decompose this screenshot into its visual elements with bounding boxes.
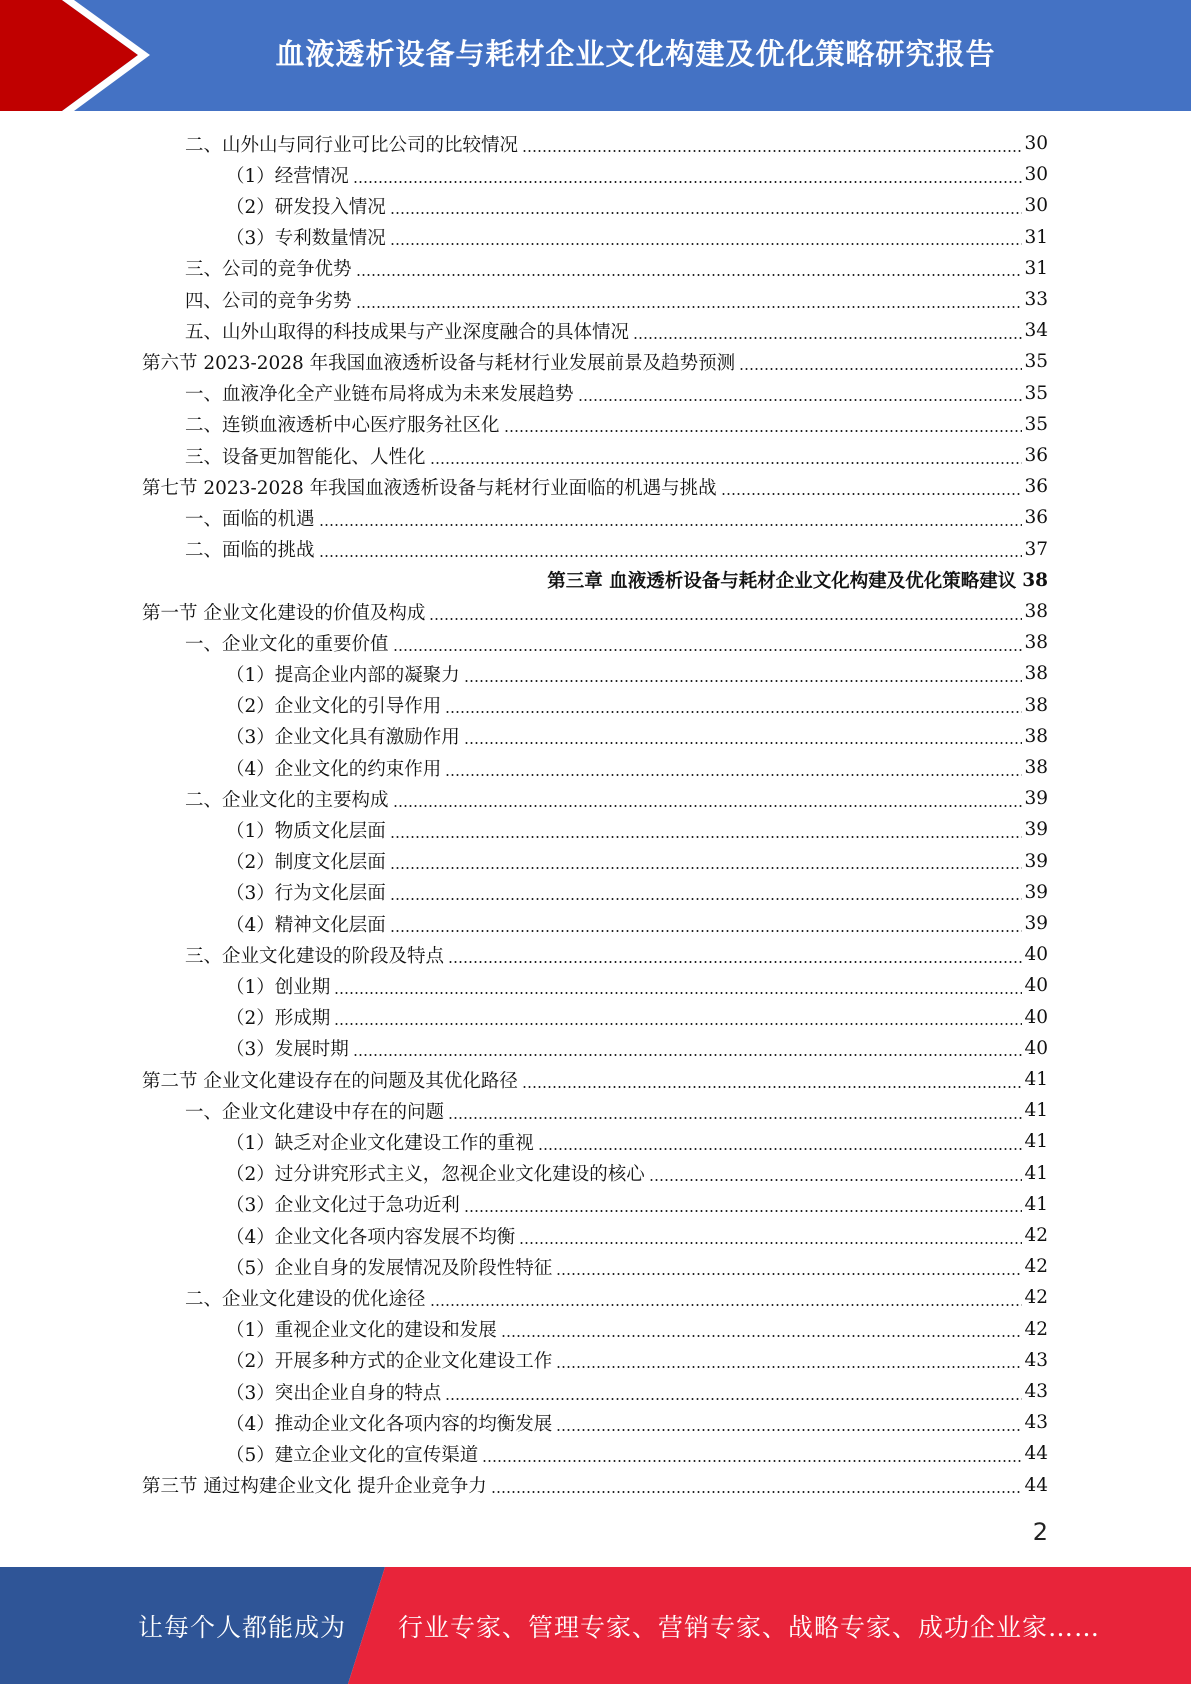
toc-leader-dots <box>334 991 1022 995</box>
toc-entry-label: （2）制度文化层面 <box>226 852 386 874</box>
toc-entry-page: 30 <box>1024 164 1048 186</box>
toc-entry-page: 38 <box>1024 725 1048 747</box>
toc-leader-dots <box>430 1303 1023 1307</box>
toc-leader-dots <box>445 710 1022 714</box>
toc-entry-label: （1）创业期 <box>226 976 331 998</box>
toc-entry[interactable] <box>226 752 1048 783</box>
toc-entry[interactable] <box>185 1282 1048 1313</box>
toc-leader-dots <box>393 648 1023 652</box>
toc-entry-page: 35 <box>1024 413 1048 435</box>
toc-entry[interactable] <box>142 471 1048 502</box>
toc-entry-page: 41 <box>1024 1193 1048 1215</box>
toc-entry-label: （2）形成期 <box>226 1008 331 1030</box>
toc-entry-page: 43 <box>1024 1349 1048 1371</box>
toc-entry-label: （3）企业文化具有激励作用 <box>226 727 460 749</box>
toc-entry[interactable] <box>185 783 1048 814</box>
toc-entry-page: 40 <box>1024 1006 1048 1028</box>
toc-entry[interactable] <box>142 1470 1048 1501</box>
toc-leader-dots <box>464 1209 1023 1213</box>
toc-leader-dots <box>721 492 1023 496</box>
toc-entry-label: （3）行为文化层面 <box>226 883 386 905</box>
toc-entry[interactable] <box>185 128 1048 159</box>
toc-leader-dots <box>390 211 1023 215</box>
toc-entry-label: （1）提高企业内部的凝聚力 <box>226 664 460 686</box>
toc-entry[interactable] <box>185 378 1048 409</box>
footer-slogan-right: 行业专家、管理专家、营销专家、战略专家、成功企业家…… <box>398 1612 1101 1642</box>
toc-entry[interactable] <box>185 502 1048 533</box>
toc-entry-label: 第二节 企业文化建设存在的问题及其优化路径 <box>142 1070 518 1092</box>
toc-leader-dots <box>538 1147 1023 1151</box>
toc-entry-label: （2）过分讲究形式主义，忽视企业文化建设的核心 <box>226 1164 645 1186</box>
toc-leader-dots <box>464 679 1023 683</box>
toc-entry-page: 36 <box>1024 476 1048 498</box>
toc-entry-page: 39 <box>1024 881 1048 903</box>
toc-entry-label: （1）重视企业文化的建设和发展 <box>226 1320 497 1342</box>
toc-entry[interactable] <box>226 1220 1048 1251</box>
toc-entry-page: 41 <box>1024 1069 1048 1090</box>
toc-entry[interactable] <box>226 1126 1048 1157</box>
report-header <box>0 0 1191 111</box>
toc-leader-dots <box>633 336 1022 340</box>
toc-leader-dots <box>504 429 1023 433</box>
toc-entry-page: 40 <box>1024 944 1048 966</box>
toc-entry-label: （2）企业文化的引导作用 <box>226 696 442 718</box>
toc-entry-page: 37 <box>1024 538 1048 560</box>
toc-leader-dots <box>390 897 1023 901</box>
toc-entry-label: 三、公司的竞争优势 <box>185 259 352 281</box>
toc-entry-label: 二、连锁血液透析中心医疗服务社区化 <box>185 415 500 437</box>
toc-leader-dots <box>482 1459 1022 1463</box>
toc-entry-label: （3）专利数量情况 <box>226 228 386 250</box>
toc-entry-label: 第六节 2023-2028 年我国血液透析设备与耗材行业发展前景及趋势预测 <box>142 352 736 374</box>
toc-entry[interactable] <box>185 440 1048 471</box>
toc-entry-label: 二、企业文化建设的优化途径 <box>185 1288 426 1310</box>
toc-entry-label: （3）企业文化过于急功近利 <box>226 1195 460 1217</box>
toc-entry-page: 44 <box>1024 1443 1048 1465</box>
toc-entry[interactable] <box>142 596 1048 627</box>
toc-leader-dots <box>356 305 1023 309</box>
toc-entry[interactable] <box>226 1158 1048 1189</box>
toc-entry-label: 一、面临的机遇 <box>185 508 315 530</box>
toc-leader-dots <box>519 1241 1022 1245</box>
toc-leader-dots <box>556 1365 1022 1369</box>
toc-entry-page: 42 <box>1024 1225 1048 1246</box>
toc-entry[interactable] <box>226 721 1048 752</box>
toc-entry-label: （2）研发投入情况 <box>226 196 386 218</box>
toc-entry[interactable] <box>185 1095 1048 1126</box>
toc-leader-dots <box>430 461 1023 465</box>
toc-leader-dots <box>353 180 1023 184</box>
toc-entry[interactable] <box>226 877 1048 908</box>
toc-entry-label: 第三章 血液透析设备与耗材企业文化构建及优化策略建议 <box>547 571 1017 593</box>
toc-entry-label: 三、企业文化建设的阶段及特点 <box>185 945 445 967</box>
toc-entry-page: 36 <box>1024 507 1048 529</box>
toc-leader-dots <box>390 929 1023 933</box>
toc-leader-dots <box>578 398 1023 402</box>
toc-leader-dots <box>356 273 1023 277</box>
toc-leader-dots <box>319 523 1023 527</box>
toc-entry-page: 40 <box>1024 1037 1048 1059</box>
toc-entry[interactable] <box>185 284 1048 315</box>
toc-entry[interactable] <box>226 1407 1048 1438</box>
toc-entry-label: （4）企业文化各项内容发展不均衡 <box>226 1226 516 1248</box>
toc-entry-page: 42 <box>1024 1256 1048 1278</box>
page-number: 2 <box>1032 1518 1048 1546</box>
footer-slogan-left: 让每个人都能成为 <box>138 1612 347 1642</box>
toc-entry-page: 41 <box>1024 1162 1048 1184</box>
toc-entry-label: （5）企业自身的发展情况及阶段性特征 <box>226 1257 553 1279</box>
toc-entry-label: 二、企业文化的主要构成 <box>185 789 389 811</box>
toc-entry[interactable] <box>185 315 1048 346</box>
toc-entry-page: 38 <box>1024 663 1048 685</box>
toc-entry-page: 38 <box>1024 694 1048 716</box>
toc-entry[interactable] <box>226 159 1048 190</box>
toc-entry-page: 43 <box>1024 1412 1048 1434</box>
toc-entry[interactable] <box>226 1314 1048 1345</box>
toc-entry[interactable] <box>185 409 1048 440</box>
toc-leader-dots <box>429 617 1022 621</box>
toc-entry-label: （2）开展多种方式的企业文化建设工作 <box>226 1351 553 1373</box>
toc-entry-label: 一、血液净化全产业链布局将成为未来发展趋势 <box>185 384 574 406</box>
toc-leader-dots <box>739 367 1022 371</box>
toc-entry[interactable] <box>226 690 1048 721</box>
toc-entry-label: （4）推动企业文化各项内容的均衡发展 <box>226 1413 553 1435</box>
toc-entry-page: 38 <box>1024 757 1048 778</box>
toc-entry[interactable] <box>142 1064 1048 1095</box>
toc-entry[interactable] <box>226 1189 1048 1220</box>
toc-leader-dots <box>334 1022 1022 1026</box>
toc-entry-label: （1）物质文化层面 <box>226 820 386 842</box>
toc-entry-page: 39 <box>1024 850 1048 872</box>
toc-entry-page: 34 <box>1024 320 1048 342</box>
toc-leader-dots <box>445 1397 1022 1401</box>
toc-leader-dots <box>390 835 1023 839</box>
toc-entry-label: （1）经营情况 <box>226 165 349 187</box>
toc-leader-dots <box>464 741 1023 745</box>
toc-entry-page: 39 <box>1024 788 1048 810</box>
toc-entry-label: 第七节 2023-2028 年我国血液透析设备与耗材行业面临的机遇与挑战 <box>142 477 717 499</box>
toc-leader-dots <box>556 1272 1022 1276</box>
toc-leader-dots <box>353 1053 1023 1057</box>
toc-leader-dots <box>445 773 1022 777</box>
toc-entry-label: 第三节 通过构建企业文化 提升企业竞争力 <box>142 1476 487 1498</box>
toc-entry-page: 33 <box>1024 289 1048 310</box>
toc-entry-page: 35 <box>1024 382 1048 404</box>
toc-entry-label: （1）缺乏对企业文化建设工作的重视 <box>226 1132 534 1154</box>
report-footer <box>0 1567 1191 1684</box>
toc-entry-page: 38 <box>1022 569 1048 591</box>
toc-entry-page: 41 <box>1024 1100 1048 1122</box>
toc-entry-page: 44 <box>1024 1474 1048 1496</box>
toc-leader-dots <box>556 1428 1022 1432</box>
toc-entry-label: （5）建立企业文化的宣传渠道 <box>226 1444 479 1466</box>
toc-entry[interactable] <box>185 939 1048 970</box>
toc-entry[interactable] <box>226 908 1048 939</box>
toc-entry[interactable] <box>226 1251 1048 1282</box>
toc-entry-page: 42 <box>1024 1287 1048 1309</box>
toc-entry[interactable] <box>185 534 1048 565</box>
toc-entry-label: 二、山外山与同行业可比公司的比较情况 <box>185 134 519 156</box>
toc-entry-page: 38 <box>1024 601 1048 622</box>
toc-entry-page: 41 <box>1024 1131 1048 1153</box>
toc-entry[interactable] <box>226 1033 1048 1064</box>
toc-entry[interactable] <box>547 565 1048 596</box>
toc-entry[interactable] <box>226 814 1048 845</box>
toc-entry[interactable] <box>226 1438 1048 1469</box>
toc-leader-dots <box>393 804 1023 808</box>
toc-entry-label: 一、企业文化的重要价值 <box>185 633 389 655</box>
toc-entry-label: 三、设备更加智能化、人性化 <box>185 446 426 468</box>
toc-entry-page: 31 <box>1024 257 1048 279</box>
toc-entry-page: 39 <box>1024 913 1048 934</box>
toc-leader-dots <box>390 866 1023 870</box>
toc-entry[interactable] <box>226 846 1048 877</box>
toc-entry[interactable] <box>226 970 1048 1001</box>
toc-entry[interactable] <box>185 627 1048 658</box>
toc-entry-label: （4）精神文化层面 <box>226 914 386 936</box>
toc-entry[interactable] <box>226 1376 1048 1407</box>
toc-leader-dots <box>319 554 1023 558</box>
toc-entry[interactable] <box>142 346 1048 377</box>
toc-entry-page: 42 <box>1024 1318 1048 1340</box>
header-arrow-decoration <box>0 0 150 111</box>
toc-entry-label: （3）突出企业自身的特点 <box>226 1382 442 1404</box>
toc-entry[interactable] <box>226 658 1048 689</box>
toc-entry-page: 30 <box>1024 195 1048 217</box>
toc-leader-dots <box>448 960 1022 964</box>
toc-leader-dots <box>501 1334 1023 1338</box>
toc-entry-label: 第一节 企业文化建设的价值及构成 <box>142 602 426 624</box>
toc-entry-label: 二、面临的挑战 <box>185 540 315 562</box>
toc-entry-label: （3）发展时期 <box>226 1039 349 1061</box>
toc-leader-dots <box>649 1178 1023 1182</box>
toc-entry-page: 30 <box>1024 133 1048 154</box>
toc-entry-page: 31 <box>1024 226 1048 248</box>
toc-leader-dots <box>522 1085 1023 1089</box>
report-title: 血液透析设备与耗材企业文化构建及优化策略研究报告 <box>275 36 996 71</box>
toc-entry[interactable] <box>226 1345 1048 1376</box>
toc-entry-label: 一、企业文化建设中存在的问题 <box>185 1101 445 1123</box>
toc-entry-label: 五、山外山取得的科技成果与产业深度融合的具体情况 <box>185 321 630 343</box>
toc-leader-dots <box>491 1490 1023 1494</box>
toc-entry[interactable] <box>226 222 1048 253</box>
toc-entry-page: 35 <box>1024 351 1048 373</box>
toc-leader-dots <box>390 242 1023 246</box>
toc-entry-page: 43 <box>1024 1381 1048 1402</box>
toc-leader-dots <box>522 149 1022 153</box>
toc-entry[interactable] <box>226 190 1048 221</box>
toc-entry-label: 四、公司的竞争劣势 <box>185 290 352 312</box>
toc-leader-dots <box>448 1116 1022 1120</box>
toc-entry-page: 40 <box>1024 975 1048 997</box>
toc-entry-page: 36 <box>1024 445 1048 466</box>
toc-entry-page: 38 <box>1024 632 1048 654</box>
toc-entry-label: （4）企业文化的约束作用 <box>226 758 442 780</box>
toc-entry[interactable] <box>226 1002 1048 1033</box>
toc-entry-page: 39 <box>1024 819 1048 841</box>
toc-entry[interactable] <box>185 253 1048 284</box>
